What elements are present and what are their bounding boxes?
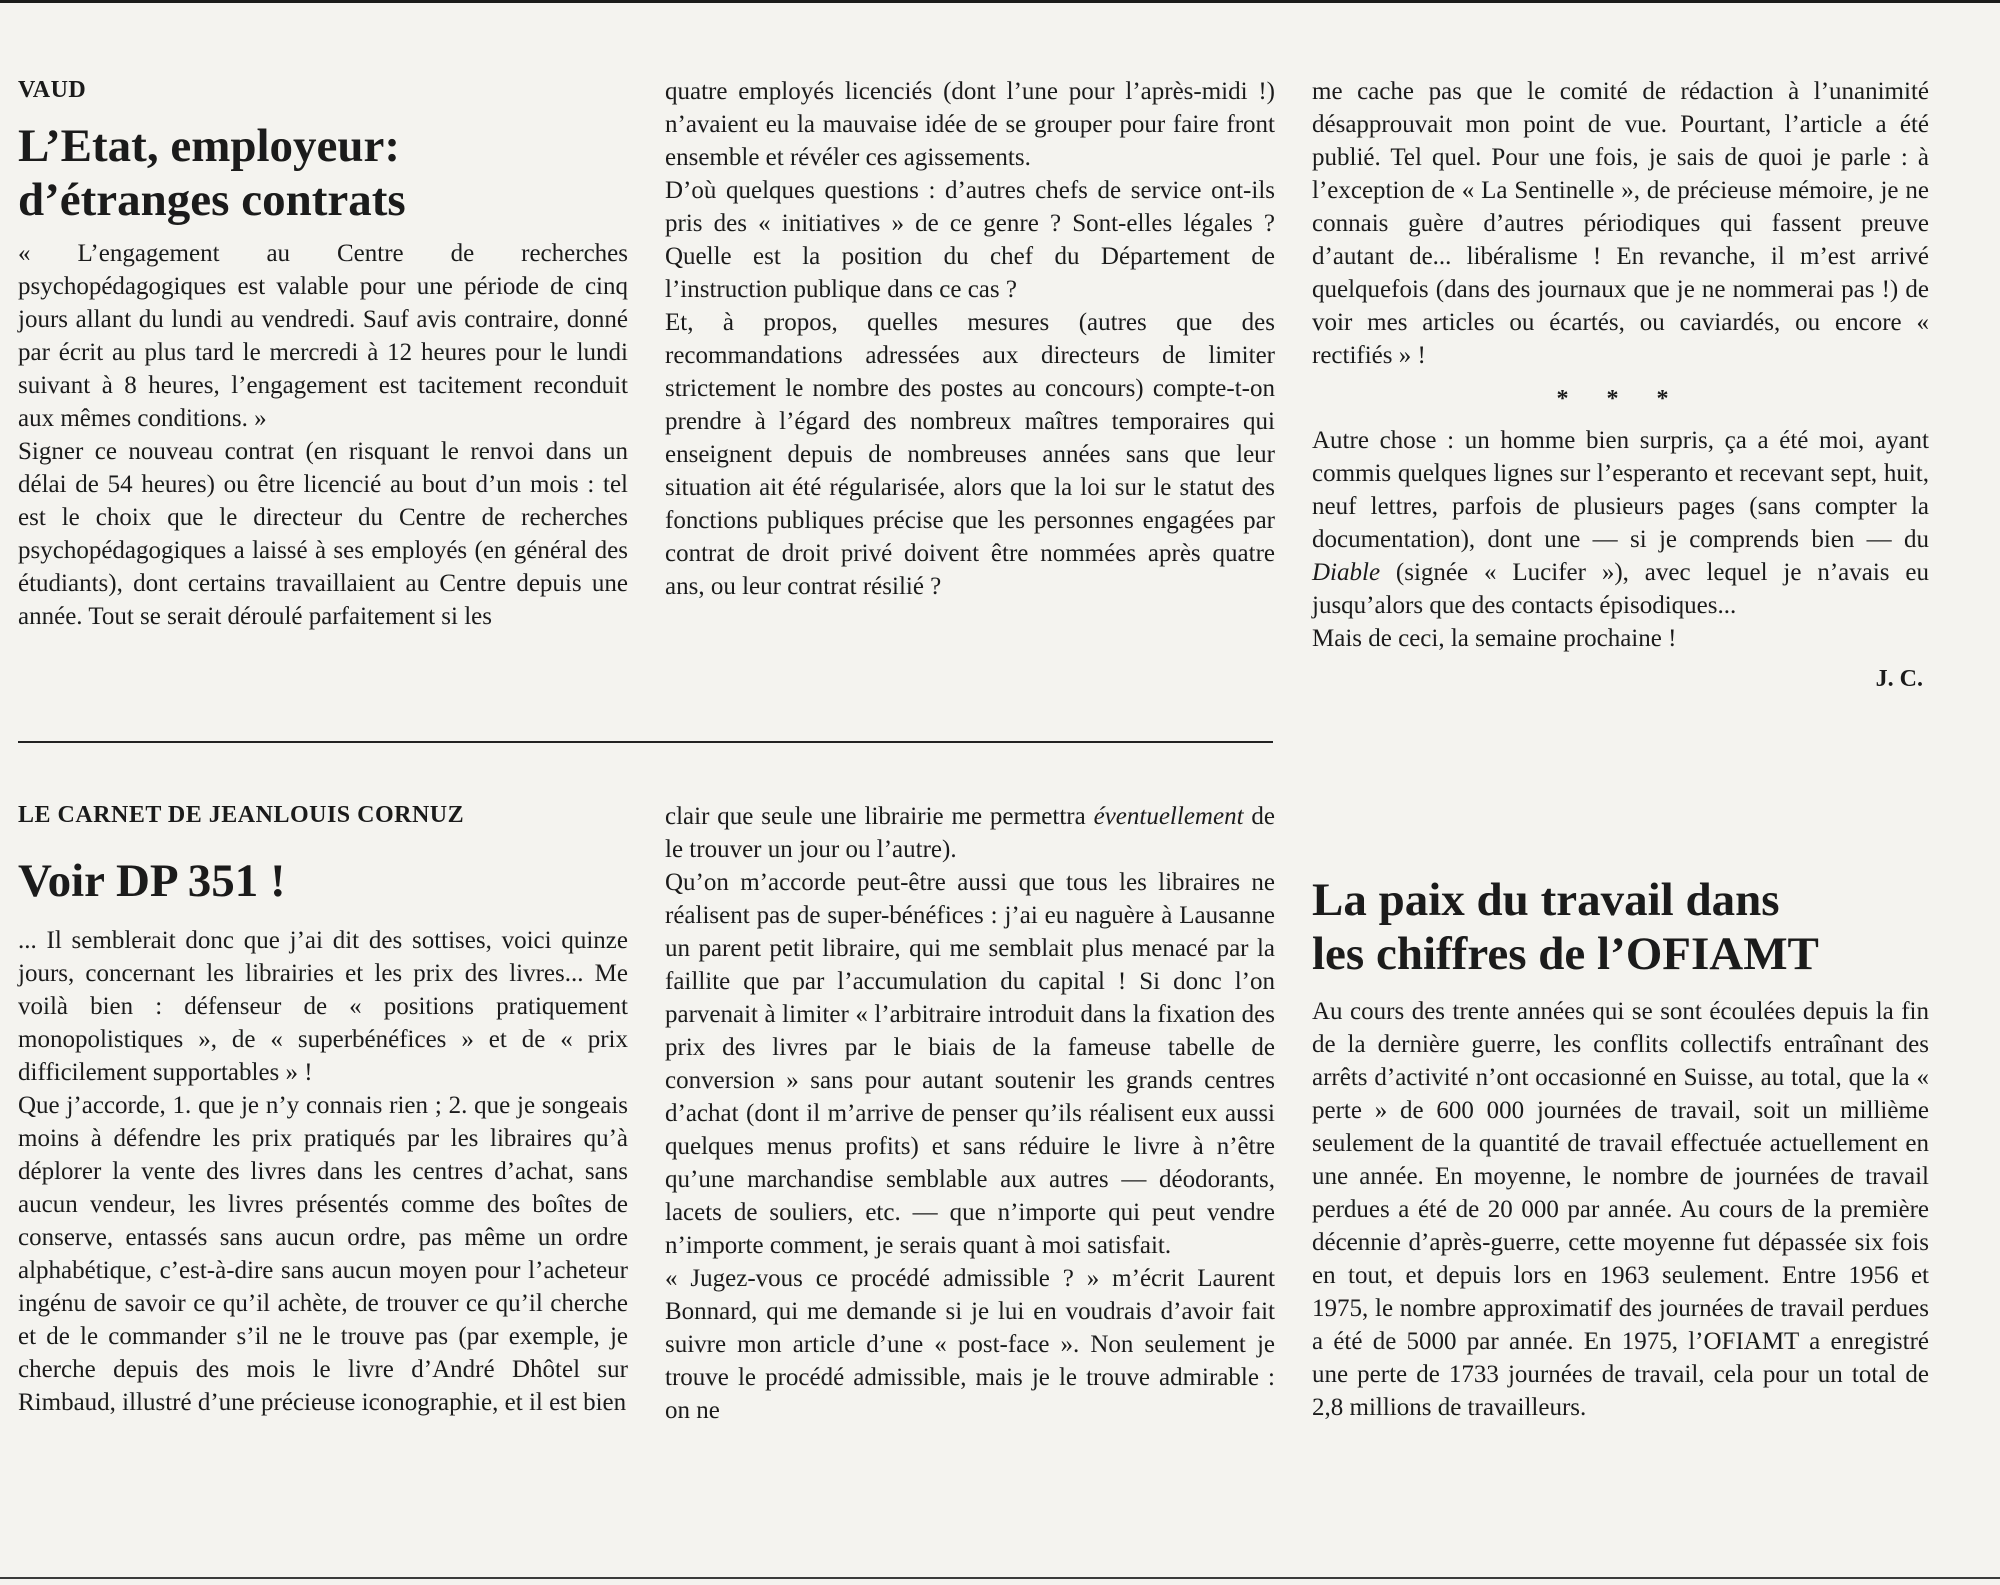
article2-paragraph4: « Jugez-vous ce procédé admissible ? » m’écrit Laurent Bonnard, qui me demande si je lui en voudrais d’avoir fait suivre mon article d’une « post-face ». Non seulement je trouve le procédé admissible, mais je le trouve admirable : on ne (665, 1265, 1275, 1424)
article1-headline-line2: d’étranges contrats (18, 174, 406, 226)
article1-paragraph5: Et, à propos, quelles mesures (autres que des recommandations adressées aux directeurs de limiter strictement le nombre des postes au concours) compte-t-on prendre à l’égard des nombreux maîtres temporaires qui enseignent depuis de nombreuses années sans que leur situation ait été régularisée, alors que la loi sur le statut des fonctions publiques précise que les personnes engagées par contrat de droit privé doivent être nommées après quatre ans, ou leur contrat résilié ? (665, 309, 1275, 600)
article3-column (1312, 873, 1929, 1424)
article1-headline-line1: L’Etat, employeur: (18, 120, 401, 172)
article2-paragraph7: Mais de ceci, la semaine prochaine ! (1312, 625, 1677, 652)
article1-paragraph3: quatre employés licenciés (dont l’une pour l’après-midi !) n’avaient eu la mauvaise idée de se grouper pour faire front ensemble et révéler ces agissements. (665, 78, 1275, 171)
article2-continued-text-b: de le trouver un jour ou l’autre). (665, 803, 1275, 863)
top-border-rule (0, 0, 2000, 3)
article2-column2 (665, 800, 1275, 1427)
article2-paragraph6-emphasis: Diable (1312, 559, 1381, 586)
article2-kicker: LE CARNET DE JEANLOUIS CORNUZ (18, 802, 465, 828)
article2-column3-top (1312, 75, 1929, 696)
article1-column2 (665, 75, 1275, 603)
article2-paragraph2: Que j’accorde, 1. que je n’y connais rien ; 2. que je songeais moins à défendre les prix pratiqués par les libraires qu’à déplorer la vente des livres dans les centres d’achat, sans aucun vendeur, les livres présentés comme des boîtes de conserve, entassés sans aucun ordre, pas même un ordre alphabétique, c’est-à-dire sans aucun moyen pour l’acheteur ingénu de savoir ce qu’il achète, de trouver ce qu’il cherche et de le commander s’il ne le trouve pas (par exemple, je cherche depuis des mois le livre d’André Dhôtel sur Rimbaud, illustré d’une précieuse iconographie, et il est bien (18, 1092, 628, 1416)
article2-paragraph6 (1312, 424, 1929, 622)
article2-continued-emphasis: éventuellement (1093, 803, 1244, 830)
section-break-stars: * * * (1556, 386, 1685, 412)
article2-headline: Voir DP 351 ! (18, 855, 286, 907)
article2-paragraph1: ... Il semblerait donc que j’ai dit des sottises, voici quinze jours, concernant les librairies et les prix des livres... Me voilà bien : défenseur de « positions pratiquement monopolistiques », de « superbénéfices » et de « prix difficilement supportables » ! (18, 927, 628, 1086)
article3-headline-line1: La paix du travail dans (1312, 874, 1780, 926)
article2-paragraph3: Qu’on m’accorde peut-être aussi que tous les libraires ne réalisent pas de super-bénéfices : j’ai eu naguère à Lausanne un parent petit libraire, qui me semblait plus menacé par la faillite que par l’accumulation du capital ! Si donc l’on parvenait à limiter « l’arbitraire introduit dans la fixation des prix des livres par le biais de la fameuse tabelle de conversion » sans pour autant soutenir les grands centres d’achat (dont il m’arrive de penser qu’ils réalisent eux aussi quelques menus profits) et sans réduire le livre à n’être qu’une marchandise semblable aux autres — déodorants, lacets de souliers, etc. — que n’importe qui peut vendre n’importe comment, je serais quant à moi satisfait. (665, 869, 1275, 1259)
article1-column1 (18, 75, 628, 633)
article1-kicker: VAUD (18, 77, 87, 103)
article2-paragraph2-continued (665, 800, 1275, 866)
article1-paragraph1: « L’engagement au Centre de recherches psychopédagogiques est valable pour une période de cinq jours allant du lundi au vendredi. Sauf avis contraire, donné par écrit au plus tard le mercredi à 12 heures pour le lundi suivant à 8 heures, l’engagement est tacitement reconduit aux mêmes conditions. » (18, 240, 628, 432)
article3-body: Au cours des trente années qui se sont écoulées depuis la fin de la dernière guerre, les conflits collectifs entraînant des arrêts d’activité n’ont occasionné en Suisse, au total, que la « perte » de 600 000 journées de travail, soit un millième seulement de la quantité de travail effectuée actuellement en une année. En moyenne, le nombre de journées de travail perdues a été de 20 000 par année. Au cours de la première décennie d’après-guerre, cette moyenne fut dépassée six fois en tout, et depuis lors en 1963 seulement. Entre 1956 et 1975, le nombre approximatif des journées de travail perdues a été de 5000 par année. En 1975, l’OFIAMT a enregistré une perte de 1733 journées de travail, cela pour un total de 2,8 millions de travailleurs. (1312, 998, 1929, 1421)
article2-column1 (18, 800, 628, 1419)
article2-continued-text-a: clair que seule une librairie me permettra (665, 803, 1094, 830)
article2-signature: J. C. (1875, 666, 1923, 692)
article1-paragraph4: D’où quelques questions : d’autres chefs de service ont-ils pris des « initiatives » de ce genre ? Sont-elles légales ? Quelle est la position du chef du Département de l’instruction publique dans ce cas ? (665, 177, 1275, 303)
article1-paragraph2: Signer ce nouveau contrat (en risquant le renvoi dans un délai de 54 heures) ou être licencié au bout d’un mois : tel est le choix que le directeur du Centre de recherches psychopédagogiques a laissé à ses employés (en général des étudiants), dont certains travaillaient au Centre depuis une année. Tout se serait déroulé parfaitement si les (18, 438, 628, 630)
section-divider-rule (18, 741, 1273, 743)
article3-headline-line2: les chiffres de l’OFIAMT (1312, 928, 1819, 980)
article2-paragraph6-text-a: Autre chose : un homme bien surpris, ça a été moi, ayant commis quelques lignes sur l’esperanto et recevant sept, huit, neuf lettres, parfois de plusieurs pages (sans compter la documentation), dont une — si je comprends bien — du (1312, 427, 1929, 553)
article2-paragraph5: me cache pas que le comité de rédaction à l’unanimité désapprouvait mon point de vue. Pourtant, l’article a été publié. Tel quel. Pour une fois, je sais de quoi je parle : à l’exception de « La Sentinelle », de précieuse mémoire, je ne connais guère d’autres périodiques qui fassent preuve d’autant de... libéralisme ! En revanche, il m’est arrivé quelquefois (dans des journaux que je ne nommerai pas !) de voir mes articles ou écartés, ou caviardés, ou encore « rectifiés » ! (1312, 78, 1929, 369)
article2-paragraph6-text-b: (signée « Lucifer »), avec lequel je n’avais eu jusqu’alors que des contacts épisodiques... (1312, 559, 1929, 619)
bottom-border-rule (0, 1577, 2000, 1579)
